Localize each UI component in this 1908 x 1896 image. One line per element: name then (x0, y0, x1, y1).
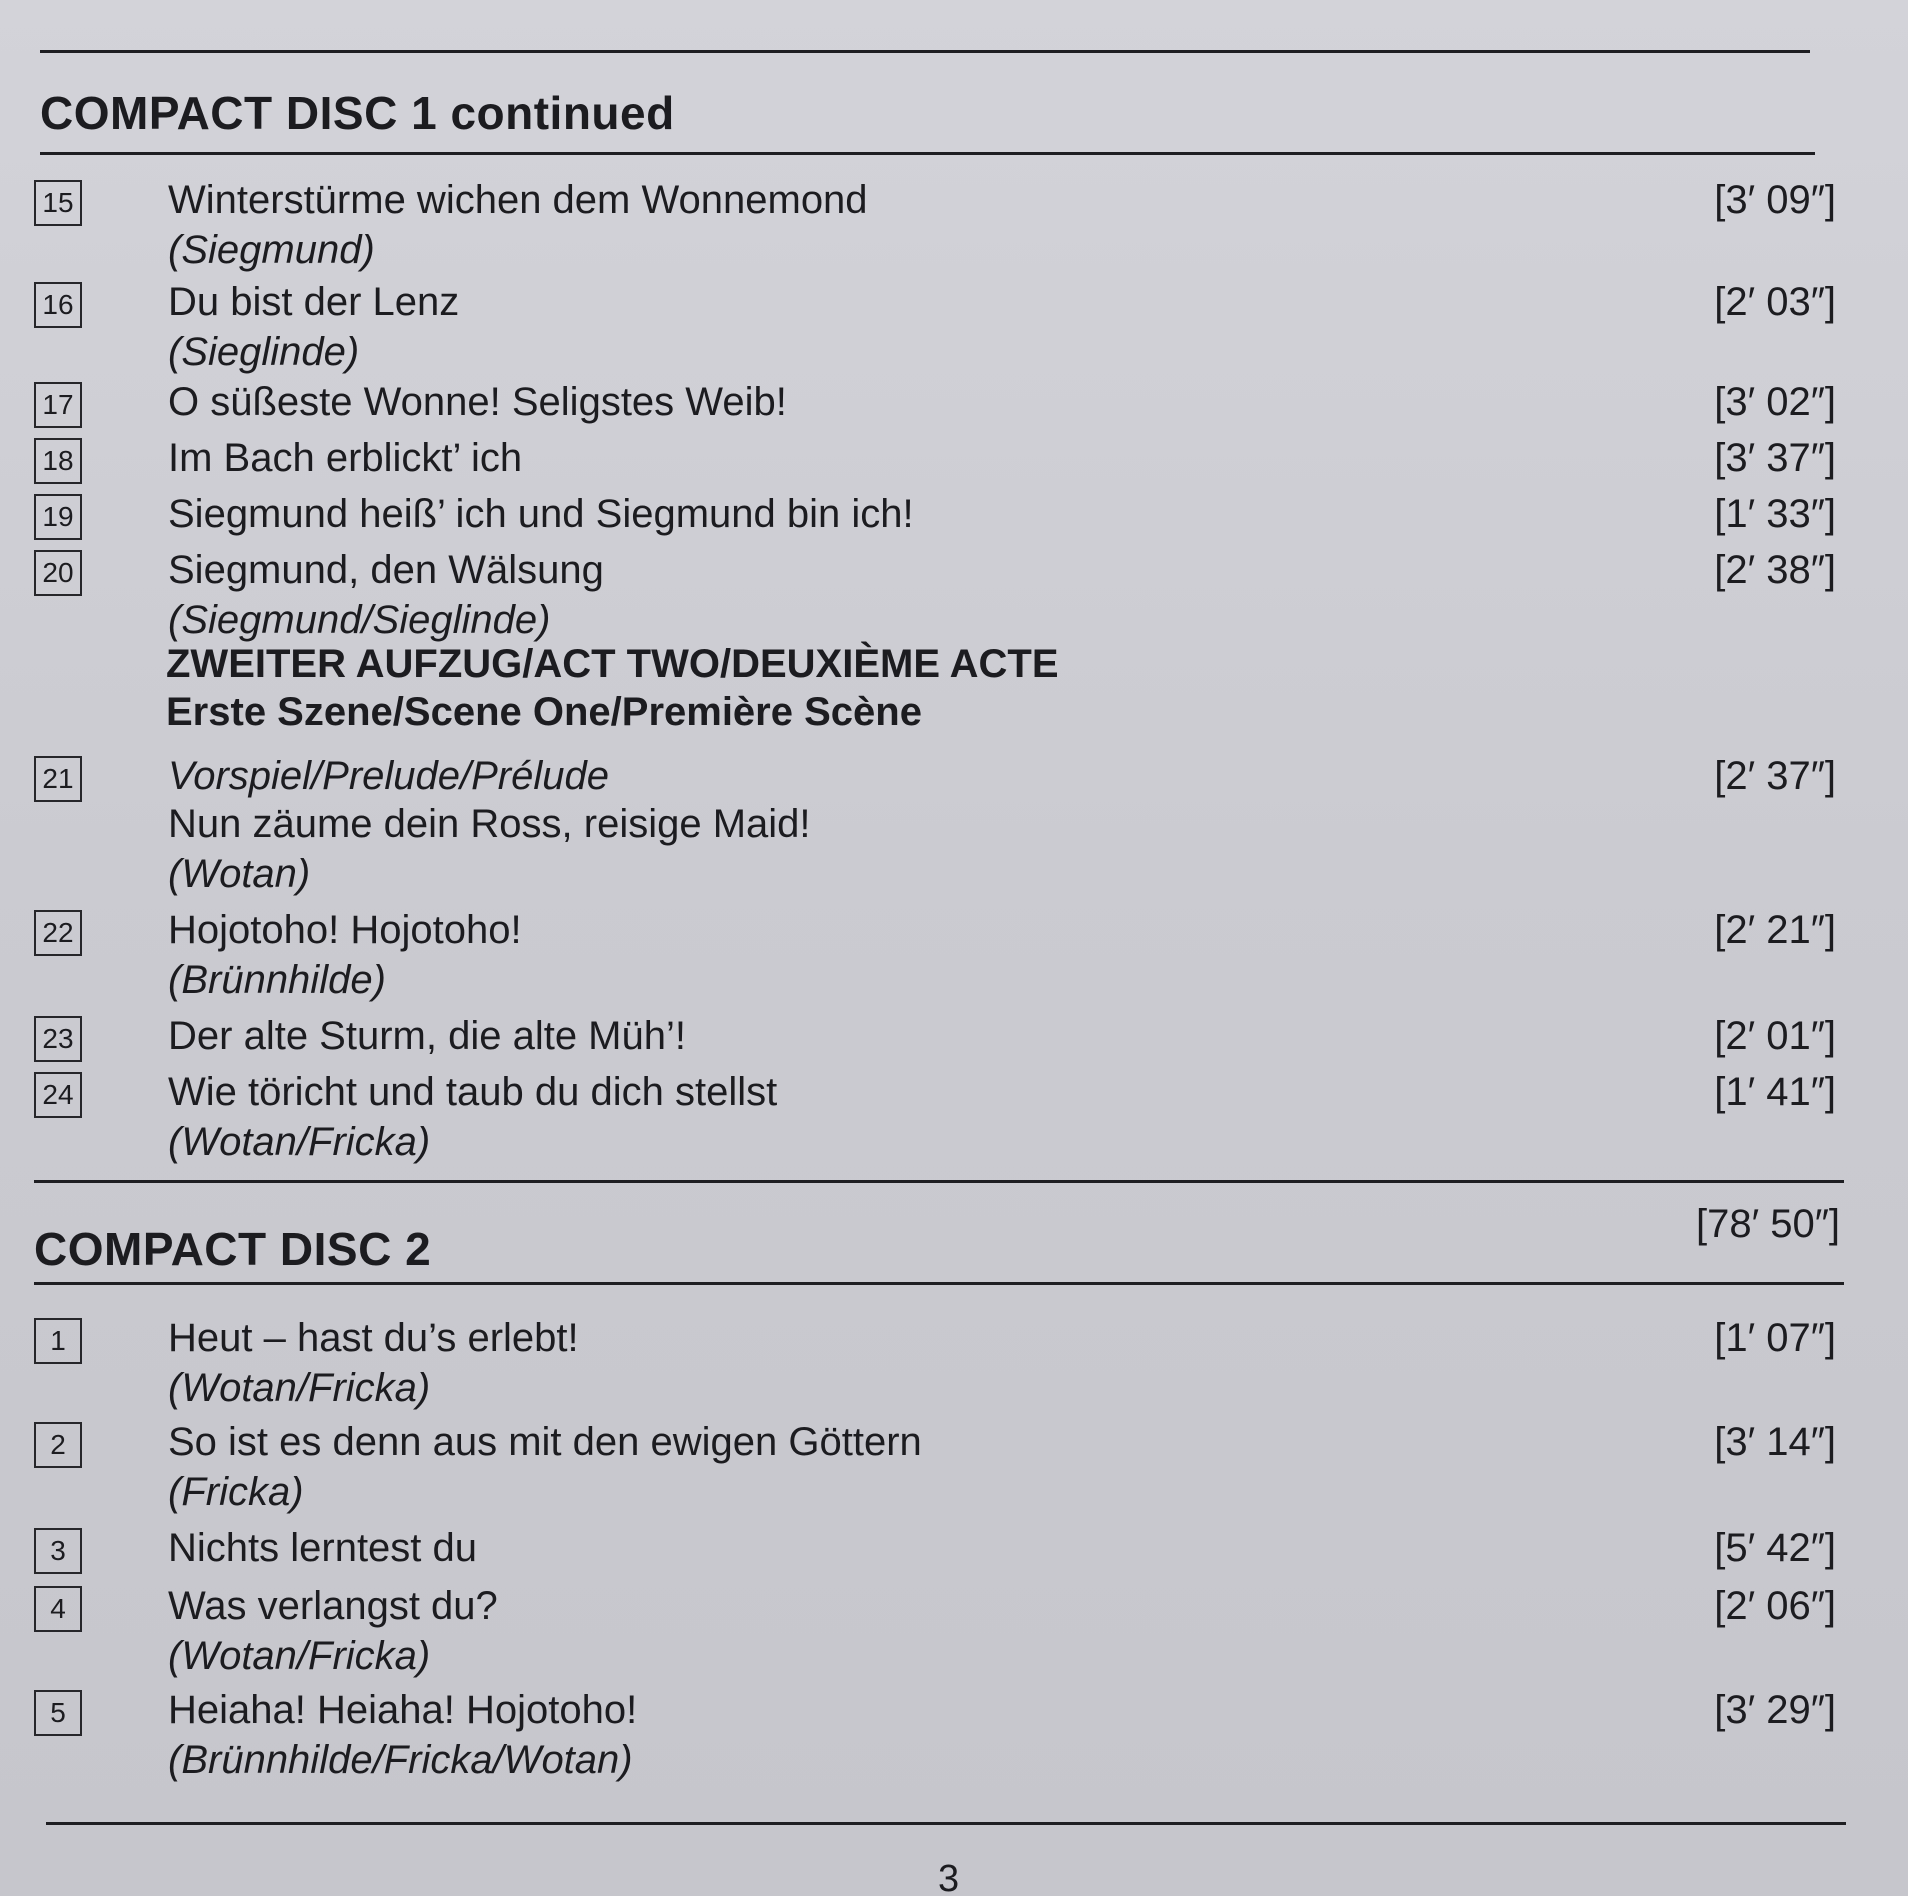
track-number-box: 4 (34, 1586, 82, 1632)
track-title: Du bist der Lenz (168, 280, 460, 324)
disc2-total-duration: [78′ 50″] (1696, 1202, 1840, 1246)
track-number-box: 23 (34, 1016, 82, 1062)
track-duration: [2′ 37″] (1714, 754, 1836, 798)
act-heading: ZWEITER AUFZUG/ACT TWO/DEUXIÈME ACTE (166, 642, 1059, 686)
disc2-heading: COMPACT DISC 2 (34, 1223, 432, 1275)
track-performer: (Wotan/Fricka) (168, 1366, 431, 1410)
track-title: O süßeste Wonne! Seligstes Weib! (168, 380, 787, 424)
track-duration: [2′ 06″] (1714, 1584, 1836, 1628)
track-performer: (Wotan) (168, 852, 311, 896)
track-title: Der alte Sturm, die alte Müh’! (168, 1014, 686, 1058)
track-duration: [2′ 01″] (1714, 1014, 1836, 1058)
track-title: Hojotoho! Hojotoho! (168, 908, 522, 952)
track-number-box: 17 (34, 382, 82, 428)
track-title: Winterstürme wichen dem Wonnemond (168, 178, 868, 222)
disc1-heading: COMPACT DISC 1 continued (40, 87, 675, 139)
track-duration: [1′ 33″] (1714, 492, 1836, 536)
track-number-box: 18 (34, 438, 82, 484)
track-duration: [3′ 29″] (1714, 1688, 1836, 1732)
track-number-box: 19 (34, 494, 82, 540)
track-duration: [3′ 09″] (1714, 178, 1836, 222)
track-number-box: 3 (34, 1528, 82, 1574)
track-duration: [1′ 41″] (1714, 1070, 1836, 1114)
disc2-heading-rule (34, 1282, 1844, 1285)
track-performer: (Sieglinde) (168, 330, 360, 374)
track-number-box: 21 (34, 756, 82, 802)
track-title: So ist es denn aus mit den ewigen Göttern (168, 1420, 922, 1464)
track-number-box: 2 (34, 1422, 82, 1468)
track-performer: (Brünnhilde/Fricka/Wotan) (168, 1738, 633, 1782)
track-duration: [3′ 02″] (1714, 380, 1836, 424)
track-performer: (Siegmund/Sieglinde) (168, 598, 551, 642)
track-number-box: 1 (34, 1318, 82, 1364)
track-performer: (Wotan/Fricka) (168, 1120, 431, 1164)
track-duration: [1′ 07″] (1714, 1316, 1836, 1360)
track-duration: [3′ 14″] (1714, 1420, 1836, 1464)
track-duration: [2′ 38″] (1714, 548, 1836, 592)
track-title: Nichts lerntest du (168, 1526, 478, 1570)
track-title: Heiaha! Heiaha! Hojotoho! (168, 1688, 638, 1732)
track-title-line2: Nun zäume dein Ross, reisige Maid! (168, 802, 811, 846)
track-duration: [2′ 03″] (1714, 280, 1836, 324)
track-duration: [2′ 21″] (1714, 908, 1836, 952)
disc1-heading-rule (40, 152, 1815, 155)
track-number-box: 16 (34, 282, 82, 328)
track-duration: [3′ 37″] (1714, 436, 1836, 480)
bottom-rule (46, 1822, 1846, 1825)
track-number-box: 24 (34, 1072, 82, 1118)
disc1-end-rule (34, 1180, 1844, 1183)
page-number: 3 (938, 1858, 960, 1896)
track-performer: (Fricka) (168, 1470, 304, 1514)
track-title: Siegmund, den Wälsung (168, 548, 604, 592)
track-performer: (Wotan/Fricka) (168, 1634, 431, 1678)
track-duration: [5′ 42″] (1714, 1526, 1836, 1570)
track-title: Wie töricht und taub du dich stellst (168, 1070, 778, 1114)
track-title: Vorspiel/Prelude/Prélude (168, 754, 609, 798)
track-number-box: 22 (34, 910, 82, 956)
track-title: Was verlangst du? (168, 1584, 498, 1628)
track-title: Heut – hast du’s erlebt! (168, 1316, 579, 1360)
track-performer: (Siegmund) (168, 228, 375, 272)
track-title: Im Bach erblickt’ ich (168, 436, 523, 480)
track-number-box: 5 (34, 1690, 82, 1736)
top-rule (40, 50, 1810, 53)
track-number-box: 20 (34, 550, 82, 596)
track-title: Siegmund heiß’ ich und Siegmund bin ich! (168, 492, 914, 536)
track-number-box: 15 (34, 180, 82, 226)
scene-heading: Erste Szene/Scene One/Première Scène (166, 690, 922, 734)
track-performer: (Brünnhilde) (168, 958, 386, 1002)
